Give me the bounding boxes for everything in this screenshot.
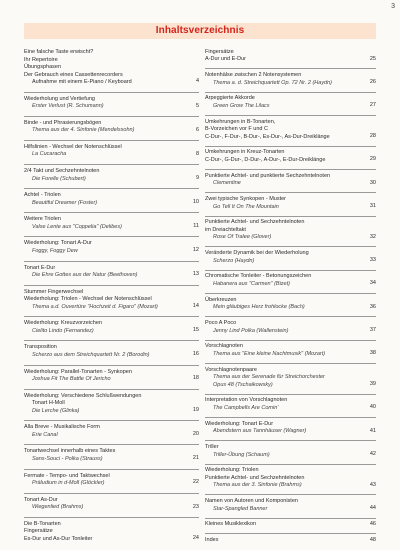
toc-page-number: 25 bbox=[369, 55, 376, 62]
toc-piece-title: Thema a.d. Ouvertüre "Hochzeit d. Figaro" (Mozart) bbox=[32, 303, 158, 310]
toc-topic: Fingersätze bbox=[205, 48, 234, 55]
toc-piece-title: Präludium in d-Moll (Glöckler) bbox=[32, 480, 105, 487]
toc-topic: Wiederholung und Vertiefung bbox=[24, 95, 95, 102]
toc-entry bbox=[24, 92, 199, 116]
toc-entry bbox=[205, 68, 376, 91]
toc-piece-title: Thema a. d. Streichquartett Op. 72 Nr. 2 (Haydn) bbox=[213, 79, 333, 86]
toc-topic: Namen von Autoren und Komponisten bbox=[205, 498, 298, 505]
toc-page-number: 41 bbox=[369, 427, 376, 434]
toc-entry bbox=[24, 164, 199, 188]
toc-topic: Fingersätze bbox=[24, 528, 53, 535]
toc-topic: Tonart As-Dur bbox=[24, 496, 58, 503]
toc-page-number: 18 bbox=[192, 375, 199, 382]
toc-piece-title: Triller-Übung (Schaum) bbox=[213, 451, 270, 458]
toc-piece-title: Joshua Fit The Battle Of Jericho bbox=[32, 376, 111, 383]
toc-entry bbox=[24, 517, 199, 549]
toc-page-number: 44 bbox=[369, 505, 376, 512]
toc-topic: Punktierte Achtel- und Sechzehntelnoten bbox=[205, 219, 305, 226]
toc-page-number: 21 bbox=[192, 455, 199, 462]
toc-topic: Chromatische Tonleiter - Betonungszeichen bbox=[205, 273, 312, 280]
toc-entry bbox=[205, 293, 376, 316]
toc-page-number: 30 bbox=[369, 179, 376, 186]
toc-entry bbox=[205, 494, 376, 517]
toc-topic: Notenhälse zwischen 2 Notensystemen bbox=[205, 72, 302, 79]
toc-page-number: 16 bbox=[192, 351, 199, 358]
toc-entry bbox=[205, 518, 376, 534]
toc-piece-title: Star-Spangled Banner bbox=[213, 505, 268, 512]
toc-entry bbox=[24, 365, 199, 389]
toc-piece-title: Erster Verlust (R. Schumann) bbox=[32, 103, 104, 110]
toc-entry bbox=[24, 212, 199, 236]
toc-piece-title: Habanera aus "Carmen" (Bizet) bbox=[213, 280, 290, 287]
toc-topic: B-Vorzeichen vor F und C bbox=[205, 126, 268, 133]
toc-entry bbox=[24, 420, 199, 444]
toc-topic: A-Dur und E-Dur bbox=[205, 56, 246, 63]
toc-page-number: 8 bbox=[195, 150, 199, 157]
toc-piece-title: Abendstern aus Tannhäuser (Wagner) bbox=[213, 428, 307, 435]
toc-topic: Interpretation von Vorschlagnoten bbox=[205, 397, 288, 404]
toc-entry bbox=[205, 92, 376, 115]
toc-topic: Punktierte Achtel- und punktierte Sechzehntelnoten bbox=[205, 172, 331, 179]
toc-entry bbox=[24, 116, 199, 140]
toc-page-number: 15 bbox=[192, 327, 199, 334]
toc-entry bbox=[205, 169, 376, 192]
toc-left-column bbox=[24, 46, 199, 542]
toc-page-number: 36 bbox=[369, 303, 376, 310]
toc-entry bbox=[205, 115, 376, 146]
toc-page-number: 43 bbox=[369, 481, 376, 488]
toc-topic: Index bbox=[205, 537, 219, 544]
toc-topic: Übungsphasen bbox=[24, 64, 62, 71]
toc-piece-title: The Campbells Are Comin' bbox=[213, 404, 279, 411]
toc-topic: Hilfslinien - Wechsel der Notenschlüssel bbox=[24, 143, 122, 150]
toc-topic: Wiederholung: Verschiedene Schlußwendungen bbox=[24, 392, 142, 399]
toc-page-number: 10 bbox=[192, 199, 199, 206]
toc-piece-title: Wiegenlied (Brahms) bbox=[32, 504, 84, 511]
toc-piece-title: Thema aus der 4. Sinfonie (Mendelssohn) bbox=[32, 127, 135, 134]
toc-entry bbox=[205, 46, 376, 68]
toc-topic: Binde - und Phrasierungsbögen bbox=[24, 119, 102, 126]
toc-page-number: 29 bbox=[369, 156, 376, 163]
toc-piece-title: La Cucaracha bbox=[32, 151, 67, 158]
toc-right-column bbox=[205, 46, 376, 542]
page-number: 3 bbox=[391, 3, 395, 10]
toc-page-number: 38 bbox=[369, 350, 376, 357]
toc-topic: Aufnahme mit einem E-Piano / Keyboard bbox=[32, 79, 132, 86]
toc-entry bbox=[24, 261, 199, 285]
toc-page-number: 31 bbox=[369, 202, 376, 209]
toc-page-number: 22 bbox=[192, 479, 199, 486]
toc-topic: Es-Dur und As-Dur Tonleiter bbox=[24, 535, 93, 542]
toc-topic: Tonart E-Dur bbox=[24, 264, 56, 271]
toc-entry bbox=[205, 146, 376, 169]
toc-topic: Poco A Poco bbox=[205, 320, 237, 327]
toc-topic: Punktierte Achtel- und Sechzehntelnoten bbox=[205, 474, 305, 481]
toc-topic: Fermate - Tempo- und Taktwechsel bbox=[24, 472, 110, 479]
toc-topic: Wiederholung: Tonart E-Dur bbox=[205, 420, 274, 427]
toc-entry bbox=[205, 270, 376, 293]
toc-page-number: 42 bbox=[369, 450, 376, 457]
toc-page-number: 20 bbox=[192, 431, 199, 438]
toc-piece-title: Green Grow The Lilacs bbox=[213, 102, 270, 109]
toc-piece-title: Die Ehre Gottes aus der Natur (Beethoven) bbox=[32, 272, 138, 279]
toc-topic: Arpeggierte Akkorde bbox=[205, 95, 255, 102]
toc-topic: Wiederholung: Parallel-Tonarten - Synkopen bbox=[24, 368, 132, 375]
toc-entry bbox=[205, 533, 376, 549]
toc-page-number: 5 bbox=[195, 102, 199, 109]
toc-topic: Umkehrungen in Kreuz-Tonarten bbox=[205, 149, 285, 156]
toc-entry bbox=[205, 316, 376, 339]
toc-piece-title: Scherzo aus dem Streichquartett Nr. 2 (Borodin) bbox=[32, 351, 150, 358]
toc-piece-title: Thema aus der 3. Sinfonie (Brahms) bbox=[213, 482, 302, 489]
toc-topic: Ihr Repertoire bbox=[24, 56, 58, 63]
toc-page-number: 39 bbox=[369, 381, 376, 388]
toc-piece-title: Foggy, Foggy Dew bbox=[32, 247, 78, 254]
toc-topic: Wiederholung: Triolen bbox=[205, 467, 259, 474]
toc-topic: Wiederholung: Kreuzvorzeichen bbox=[24, 320, 102, 327]
toc-piece-title: Scherzo (Haydn) bbox=[213, 257, 255, 264]
toc-page-number: 46 bbox=[369, 520, 376, 527]
toc-page-number: 48 bbox=[369, 536, 376, 543]
toc-piece-title: Cielito Lindo (Fernandez) bbox=[32, 327, 94, 334]
toc-page-number: 37 bbox=[369, 326, 376, 333]
toc-page-number: 34 bbox=[369, 280, 376, 287]
toc-page-number: 12 bbox=[192, 247, 199, 254]
toc-page-number: 26 bbox=[369, 78, 376, 85]
toc-page-number: 9 bbox=[195, 174, 199, 181]
toc-entry bbox=[24, 444, 199, 468]
toc-piece-title: Jenny Lind Polka (Wallenstein) bbox=[213, 327, 289, 334]
toc-topic: Kleines Musiklexikon bbox=[205, 521, 257, 528]
toc-entry bbox=[205, 340, 376, 363]
toc-entry bbox=[205, 363, 376, 394]
toc-topic: Die B-Tonarten bbox=[24, 520, 61, 527]
toc-piece-title: Go Tell It On The Mountain bbox=[213, 203, 279, 210]
toc-page-number: 23 bbox=[192, 503, 199, 510]
toc-entry bbox=[205, 192, 376, 215]
toc-piece-title: Opus 48 (Tschaikowsky) bbox=[213, 381, 273, 388]
toc-piece-title: Mein gläubiges Herz frohlocke (Bach) bbox=[213, 304, 305, 311]
toc-page-number: 24 bbox=[192, 535, 199, 542]
toc-page-number: 28 bbox=[369, 133, 376, 140]
toc-piece-title: Sans-Souci - Polka (Strauss) bbox=[32, 455, 103, 462]
toc-page-number: 19 bbox=[192, 407, 199, 414]
toc-entry bbox=[24, 340, 199, 364]
toc-entry bbox=[24, 469, 199, 493]
toc-topic: Zwei typische Synkopen - Muster bbox=[205, 196, 287, 203]
toc-page-number: 6 bbox=[195, 126, 199, 133]
toc-topic: Umkehrungen in B-Tonarten, bbox=[205, 118, 276, 125]
toc-topic: Eine falsche Taste erwischt? bbox=[24, 49, 94, 56]
toc-piece-title: Beautiful Dreamer (Foster) bbox=[32, 199, 98, 206]
toc-topic: Triller bbox=[205, 444, 219, 451]
toc-entry bbox=[24, 389, 199, 421]
toc-piece-title: Thema aus "Eine kleine Nachtmusik" (Mozart) bbox=[213, 350, 326, 357]
toc-piece-title: Die Forelle (Schubert) bbox=[32, 175, 86, 182]
toc-piece-title: Valse Lente aus "Coppelia" (Delibes) bbox=[32, 223, 122, 230]
toc-piece-title: Rose Of Tralee (Glover) bbox=[213, 234, 272, 241]
toc-entry bbox=[205, 417, 376, 440]
toc-page-number: 14 bbox=[192, 303, 199, 310]
toc-entry bbox=[205, 246, 376, 269]
toc-page-number: 11 bbox=[193, 223, 199, 230]
toc-topic: Alla Breve - Musikalische Form bbox=[24, 424, 100, 431]
page-title: Inhaltsverzeichnis bbox=[155, 25, 245, 36]
toc-page-number: 13 bbox=[192, 271, 199, 278]
toc-piece-title: Clementine bbox=[213, 180, 241, 187]
toc-piece-title: Die Lerche (Glinka) bbox=[32, 407, 80, 414]
toc-topic: C-Dur-, F-Dur-, B-Dur-, Es-Dur-, As-Dur-Dreiklänge bbox=[205, 133, 330, 140]
toc-topic: Wiederholung: Triolen - Wechsel der Notenschlüssel bbox=[24, 296, 152, 303]
toc-topic: Weitere Triolen bbox=[24, 216, 61, 223]
toc-topic: Überkreuzen bbox=[205, 296, 237, 303]
toc-entry bbox=[24, 46, 199, 92]
toc-topic: Stummer Fingerwechsel bbox=[24, 288, 84, 295]
toc-topic: Tonartwechsel innerhalb eines Taktes bbox=[24, 448, 116, 455]
toc-entry bbox=[205, 464, 376, 495]
toc-entry bbox=[24, 493, 199, 517]
toc-topic: Veränderte Dynamik bei der Wiederholung bbox=[205, 250, 309, 257]
toc-page-number: 27 bbox=[369, 102, 376, 109]
toc-page-number: 4 bbox=[195, 78, 199, 85]
toc-topic: Der Gebrauch eines Cassettenrecorders bbox=[24, 71, 123, 78]
toc-topic: Achtel - Triolen bbox=[24, 192, 61, 199]
toc-entry bbox=[205, 440, 376, 463]
toc-topic: Vorschlagnotenpaare bbox=[205, 366, 257, 373]
toc-entry bbox=[205, 216, 376, 247]
toc-piece-title: Thema aus der Serenade für Streichorchester bbox=[213, 374, 325, 381]
toc-entry bbox=[24, 188, 199, 212]
toc-entry bbox=[205, 394, 376, 417]
toc-page-number: 40 bbox=[369, 404, 376, 411]
toc-page-number: 32 bbox=[369, 233, 376, 240]
toc-topic: C-Dur-, G-Dur-, D-Dur-, A-Dur-, E-Dur-Dreiklänge bbox=[205, 156, 326, 163]
toc-entry bbox=[24, 285, 199, 317]
toc-entry bbox=[24, 140, 199, 164]
toc-topic: im Dreiachteltakt bbox=[205, 226, 246, 233]
toc-topic: Transposition bbox=[24, 344, 57, 351]
toc-topic: Tonart H-Moll bbox=[32, 400, 65, 407]
toc-topic: Vorschlagnoten bbox=[205, 343, 243, 350]
toc-page-number: 33 bbox=[369, 257, 376, 264]
toc-entry bbox=[24, 316, 199, 340]
toc-piece-title: Erie Canal bbox=[32, 431, 58, 438]
toc-entry bbox=[24, 236, 199, 260]
toc-topic: 2/4 Takt und Sechzehntelnoten bbox=[24, 168, 100, 175]
toc-topic: Wiederholung: Tonart A-Dur bbox=[24, 240, 92, 247]
